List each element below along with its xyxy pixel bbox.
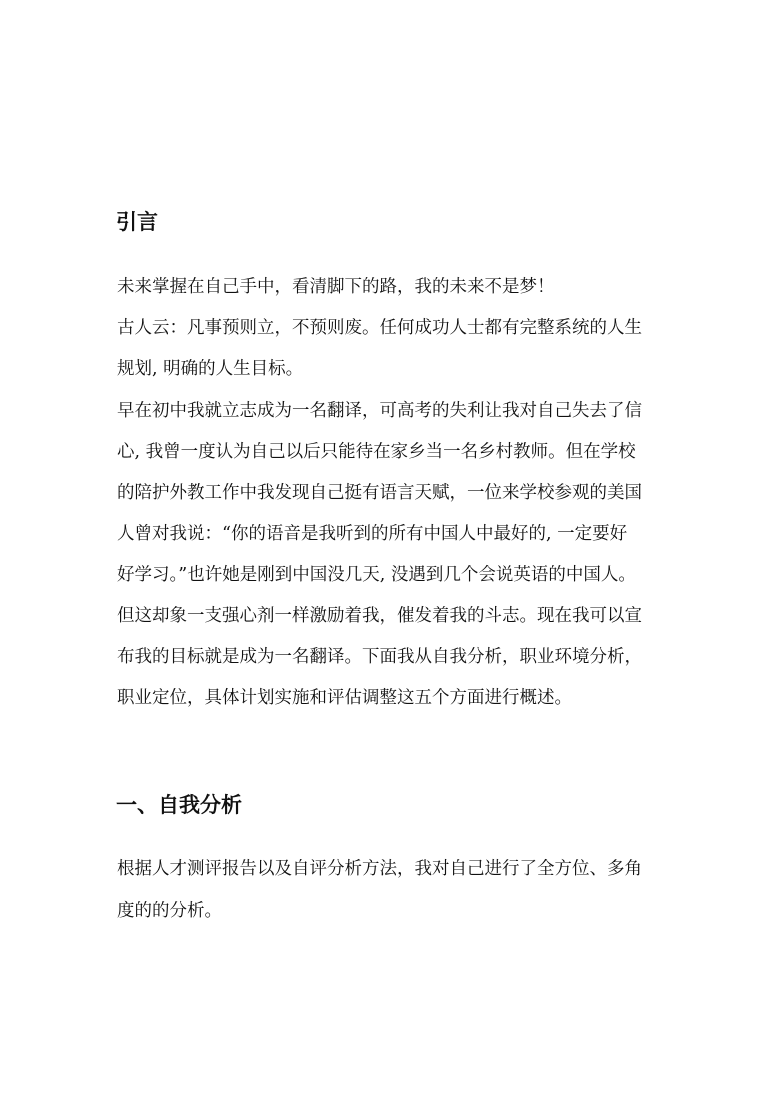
text-line: 布我的目标就是成为一名翻译。下面我从自我分析，职业环境分析， xyxy=(117,647,642,667)
section-heading-intro: 引言 xyxy=(116,210,158,234)
text-line: 根据人才测评报告以及自评分析方法，我对自己进行了全方位、多角 xyxy=(117,859,642,879)
text-line: 未来掌握在自己手中，看清脚下的路，我的未来不是梦！ xyxy=(117,277,555,297)
text-line: 人曾对我说：“你的语音是我听到的所有中国人中最好的, 一定要好 xyxy=(117,524,628,544)
text-line: 职业定位，具体计划实施和评估调整这五个方面进行概述。 xyxy=(117,688,572,708)
text-line: 但这却象一支强心剂一样激励着我，催发着我的斗志。现在我可以宣 xyxy=(117,606,642,626)
text-line: 规划, 明确的人生目标。 xyxy=(117,359,304,379)
text-line: 早在初中我就立志成为一名翻译，可高考的失利让我对自己失去了信 xyxy=(117,401,642,421)
text-line: 心, 我曾一度认为自己以后只能待在家乡当一名乡村教师。但在学校 xyxy=(117,442,636,462)
text-line: 好学习。”也许她是刚到中国没几天, 没遇到几个会说英语的中国人。 xyxy=(117,565,636,585)
text-line: 度的的分析。 xyxy=(117,901,222,921)
text-line: 古人云：凡事预则立，不预则废。任何成功人士都有完整系统的人生 xyxy=(117,318,642,338)
text-line: 的陪护外教工作中我发现自己挺有语言天赋，一位来学校参观的美国 xyxy=(117,483,642,503)
section-heading-self-analysis: 一、自我分析 xyxy=(116,793,242,817)
